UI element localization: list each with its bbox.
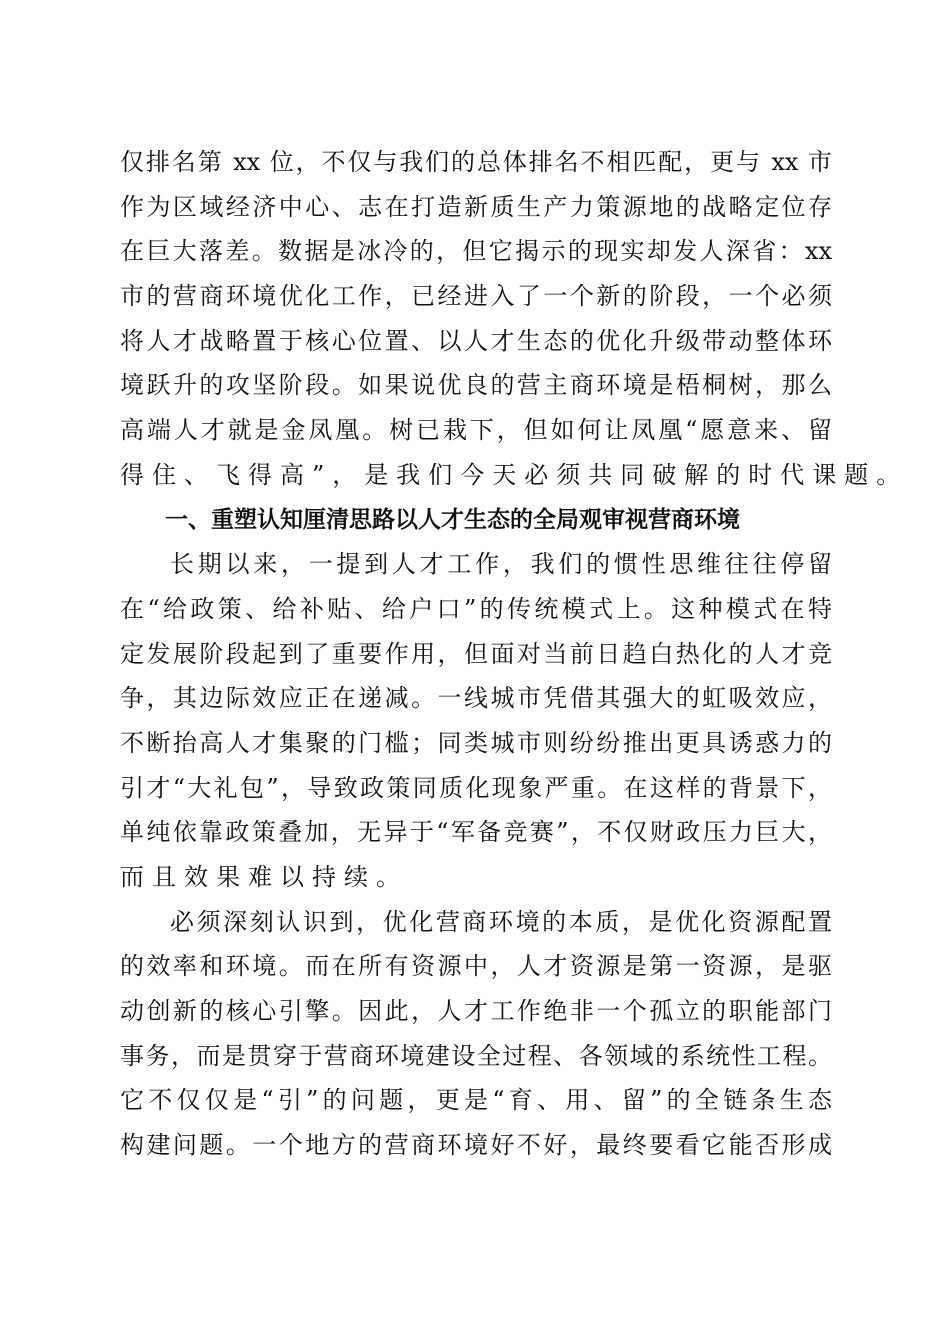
text-line: 仅排名第 xx 位，不仅与我们的总体排名不相匹配，更与 xx 市	[120, 148, 832, 176]
text-line: 定发展阶段起到了重要作用，但面对当前日趋白热化的人才竞	[120, 639, 832, 668]
text-line: 高端人才就是金凤凰。树已栽下，但如何让凤凰“愿意来、留	[120, 416, 832, 445]
text-line: 不断抬高人才集聚的门槛；同类城市则纷纷推出更具诱惑力的	[120, 728, 832, 757]
text-line: 单纯依靠政策叠加，无异于“军备竞赛”，不仅财政压力巨大，	[120, 818, 832, 847]
text-line: 构建问题。一个地方的营商环境好不好，最终要看它能否形成	[120, 1131, 832, 1160]
text-line: 争，其边际效应正在递减。一线城市凭借其强大的虹吸效应，	[120, 684, 832, 713]
section-heading: 一、重塑认知厘清思路以人才生态的全局观审视营商环境	[165, 506, 740, 533]
text-line: 动创新的核心引擎。因此，人才工作绝非一个孤立的职能部门	[120, 997, 832, 1026]
text-line: 引才“大礼包”，导致政策同质化现象严重。在这样的背景下，	[120, 773, 832, 802]
paragraph-1	[120, 140, 909, 498]
text-line: 它不仅仅是“引”的问题，更是“育、用、留”的全链条生态	[120, 1086, 832, 1115]
text-line: 在“给政策、给补贴、给户口”的传统模式上。这种模式在特	[120, 594, 832, 623]
text-line: 得住、飞得高”，是我们今天必须共同破解的时代课题。	[120, 460, 909, 489]
text-line: 市的营商环境优化工作，已经进入了一个新的阶段，一个必须	[120, 282, 832, 311]
text-line: 在巨大落差。数据是冰冷的，但它揭示的现实却发人深省：xx	[120, 237, 832, 266]
paragraph-2	[120, 542, 832, 900]
text-line: 必须深刻认识到，优化营商环境的本质，是优化资源配置	[170, 907, 832, 936]
document-page	[120, 140, 909, 1168]
text-line: 境跃升的攻坚阶段。如果说优良的营主商环境是梧桐树，那么	[120, 371, 832, 400]
paragraph-3	[120, 900, 832, 1168]
text-line: 长期以来，一提到人才工作，我们的惯性思维往往停留	[170, 550, 832, 579]
text-line: 而且效果难以持续。	[120, 863, 408, 891]
text-line: 将人才战略置于核心位置、以人才生态的优化升级带动整体环	[120, 326, 832, 355]
text-line: 的效率和环境。而在所有资源中，人才资源是第一资源，是驱	[120, 952, 832, 981]
text-line: 作为区域经济中心、志在打造新质生产力策源地的战略定位存	[120, 192, 832, 221]
text-line: 事务，而是贯穿于营商环境建设全过程、各领域的系统性工程。	[120, 1041, 832, 1070]
